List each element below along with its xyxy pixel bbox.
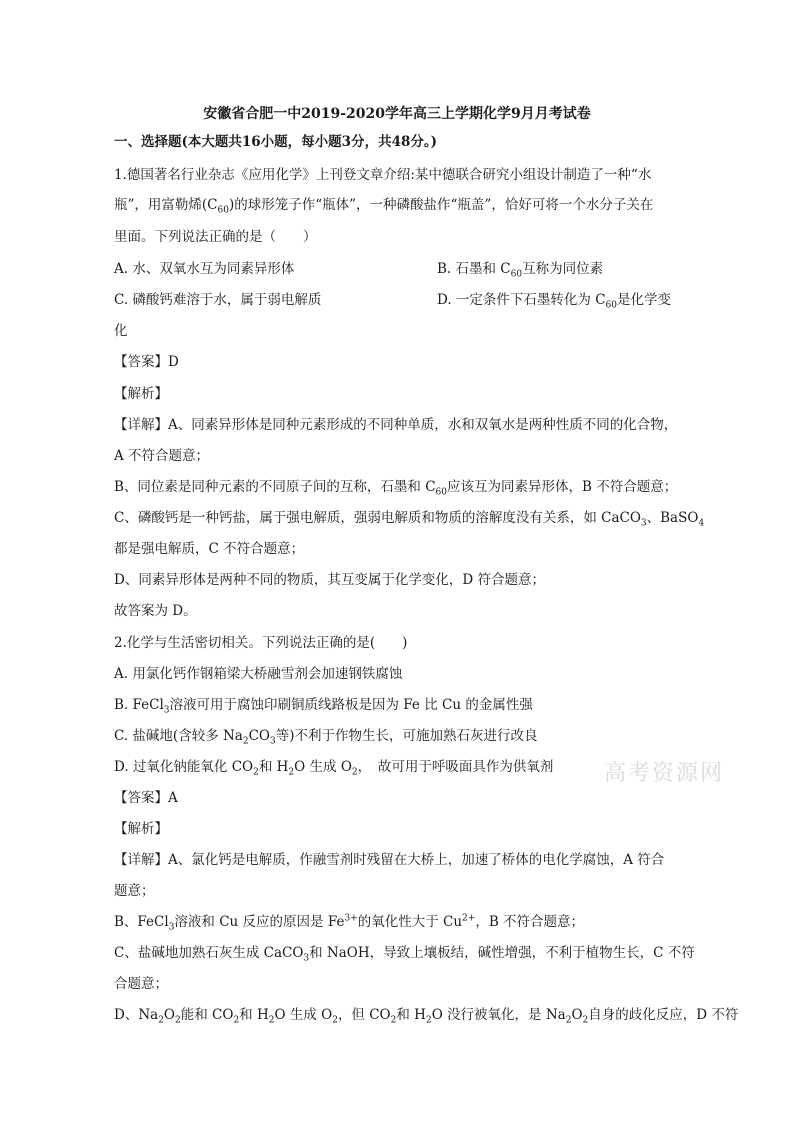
q1-stem-line-2: 瓶”，用富勒烯$(C_{60})$的球形笼子作“瓶体”，一种磷酸盐作“瓶盖”，恰好可将一个水分子关在 [114,197,654,216]
q1-detail-line-2: A 不符合题意； [114,448,210,464]
q2-option-b: B. FeCl$_3$溶液可用于腐蚀印刷铜质线路板是因为 Fe 比 Cu 的金属性强 [114,697,533,716]
q2-option-c: C. 盐碱地(含较多 $Na_2CO_3$等)不利于作物生长，可施加熟石灰进行改良 [114,728,538,747]
q1-option-d-wrap: 化 [114,323,128,339]
page-title: 安徽省合肥一中2019-2020学年高三上学期化学9月月考试卷 [203,106,591,122]
q2-detail-line-4: C、盐碱地加熟石灰生成 CaCO$_3$和 NaOH，导致上壤板结，碱性增强，不利于植物生长，C 不符 [114,945,695,964]
q2-detail-line-6: D、$Na_2O_2$能和 $CO_2$和 $H_2O$ 生成 $O_2$，但 $CO_2$和 $H_2O$ 没行被氧化，是 $Na_2O_2$自身的歧化反应，D 不符 [114,1007,739,1026]
q1-option-b: B. 石墨和 $C_{60}$互称为同位素 [437,261,604,280]
q2-stem: 2.化学与生活密切相关。下列说法正确的是( ) [114,635,408,651]
q1-detail-line-3: B、同位素是同种元素的不同原子间的互称，石墨和 $C_{60}$应该互为同素异形体，B 不符合题意； [114,479,678,498]
watermark: 高考资源网 [604,761,725,786]
q1-detail-line-1: 【详解】A、同素异形体是同种元素形成的不同种单质，水和双氧水是两种性质不同的化合物， [114,417,678,433]
q1-option-c: C. 磷酸钙难溶于水，属于弱电解质 [114,292,322,308]
q2-detail-line-1: 【详解】A、氯化钙是电解质，作融雪剂时残留在大桥上，加速了桥体的电化学腐蚀，A 符合 [114,852,665,868]
q1-detail-line-5: 都是强电解质，C 不符合题意； [114,541,305,557]
q1-analysis-heading: 【解析】 [114,386,168,402]
q1-option-a: A. 水、双氧水互为同素异形体 [114,261,295,277]
q2-option-a: A. 用氯化钙作钢箱梁大桥融雪剂会加速钢铁腐蚀 [114,666,403,682]
q2-detail-line-2: 题意； [114,883,155,899]
q2-analysis-heading: 【解析】 [114,821,168,837]
q2-detail-line-3: B、FeCl$_3$溶液和 Cu 反应的原因是 $Fe^{3+}$的氧化性大于 $Cu^{2+}$，B 不符合题意； [114,913,585,933]
q1-detail-line-7: 故答案为 D。 [114,603,197,619]
q2-option-d: D. 过氧化钠能氧化 $CO_2$和 $H_2O$ 生成 $O_2$， 故可用于呼吸面具作为供氧剂 [114,759,554,778]
q1-detail-line-4: C、磷酸钙是一种钙盐，属于强电解质，强弱电解质和物质的溶解度没有关系，如 CaCO$_3$、BaSO$_4$ [114,510,705,529]
q1-detail-line-6: D、同素异形体是两种不同的物质，其互变属于化学变化，D 符合题意； [114,572,545,588]
q2-answer: 【答案】A [114,790,178,806]
q1-stem-line-3: 里面。下列说法正确的是（ ） [114,229,317,245]
q1-stem-line-1: 1.德国著名行业杂志《应用化学》上刊登文章介绍:某中德联合研究小组设计制造了一种“水 [114,167,652,183]
section-heading: 一、选择题(本大题共16小题，每小题3分，共48分。) [114,134,437,150]
q2-detail-line-5: 合题意； [114,976,168,992]
q1-option-d: D. 一定条件下石墨转化为 $C_{60}$是化学变 [437,292,671,311]
q1-answer: 【答案】D [114,354,179,370]
